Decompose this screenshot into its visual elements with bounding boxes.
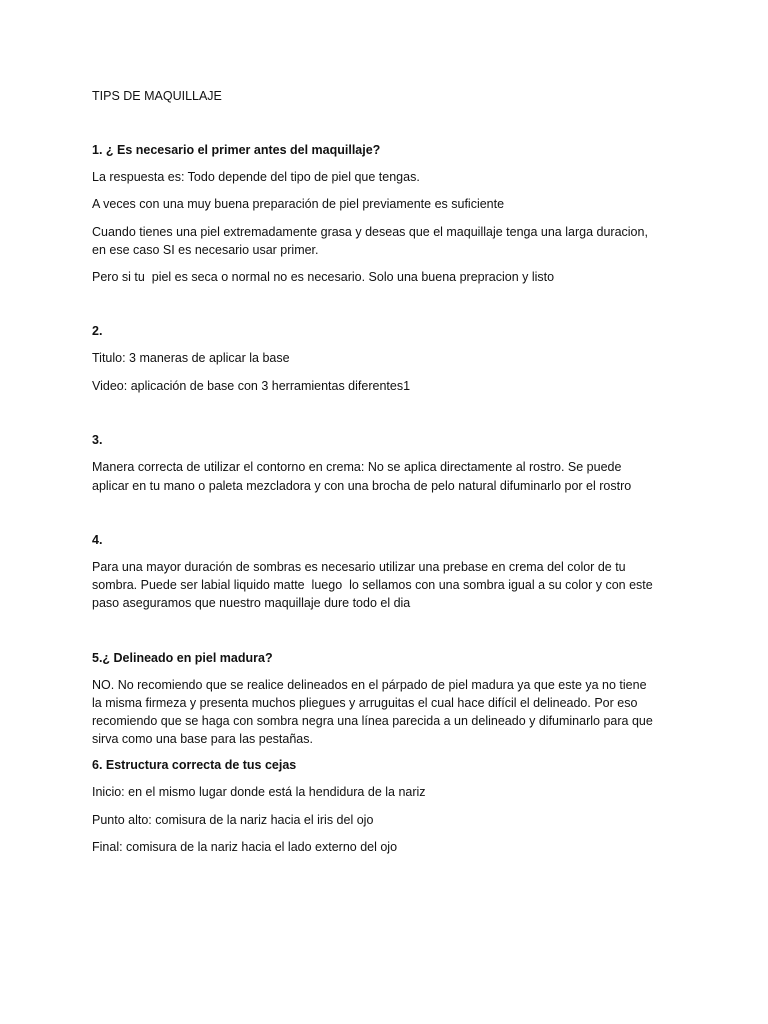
section-1-paragraph: La respuesta es: Todo depende del tipo de piel que tengas. (92, 170, 420, 184)
document-title: TIPS DE MAQUILLAJE (92, 89, 222, 103)
section-5-paragraph: sirva como una base para las pestañas. (92, 732, 313, 746)
section-3-paragraph: Manera correcta de utilizar el contorno en crema: No se aplica directamente al rostro. Se puede (92, 460, 622, 474)
section-5-paragraph: NO. No recomiendo que se realice delineados en el párpado de piel madura ya que este ya no tiene (92, 678, 647, 692)
section-1-heading: 1. ¿ Es necesario el primer antes del maquillaje? (92, 143, 381, 157)
section-1-paragraph: Pero si tu piel es seca o normal no es necesario. Solo una buena prepracion y listo (92, 270, 555, 284)
section-4-paragraph: Para una mayor duración de sombras es necesario utilizar una prebase en crema del color de tu (92, 560, 626, 574)
section-5-heading: 5.¿ Delineado en piel madura? (92, 651, 273, 665)
section-2-heading: 2. (92, 324, 103, 338)
section-1-paragraph: Cuando tienes una piel extremadamente grasa y deseas que el maquillaje tenga una larga duracion, (92, 225, 648, 239)
section-5-paragraph: recomiendo que se haga con sombra negra una línea parecida a un delineado y difuminarlo para que (92, 714, 653, 728)
section-5-paragraph: la misma firmeza y presenta muchos pliegues y arruguitas el cual hace difícil el delineado. Por eso (92, 696, 638, 710)
section-6-paragraph: Final: comisura de la nariz hacia el lado externo del ojo (92, 840, 398, 854)
section-4-paragraph: sombra. Puede ser labial liquido matte luego lo sellamos con una sombra igual a su color y con este (92, 578, 653, 592)
section-2-paragraph: Titulo: 3 maneras de aplicar la base (92, 351, 290, 365)
section-1-paragraph: A veces con una muy buena preparación de piel previamente es suficiente (92, 197, 505, 211)
section-6-paragraph: Punto alto: comisura de la nariz hacia el iris del ojo (92, 813, 374, 827)
section-6-paragraph: Inicio: en el mismo lugar donde está la hendidura de la nariz (92, 785, 426, 799)
section-6-heading: 6. Estructura correcta de tus cejas (92, 758, 297, 772)
section-1-paragraph: en ese caso SI es necesario usar primer. (92, 243, 319, 257)
section-2-paragraph: Video: aplicación de base con 3 herramientas diferentes1 (92, 379, 411, 393)
section-3-paragraph: aplicar en tu mano o paleta mezcladora y con una brocha de pelo natural difuminarlo por el rostro (92, 479, 632, 493)
section-4-heading: 4. (92, 533, 103, 547)
section-3-heading: 3. (92, 433, 103, 447)
section-4-paragraph: paso aseguramos que nuestro maquillaje dure todo el dia (92, 596, 411, 610)
